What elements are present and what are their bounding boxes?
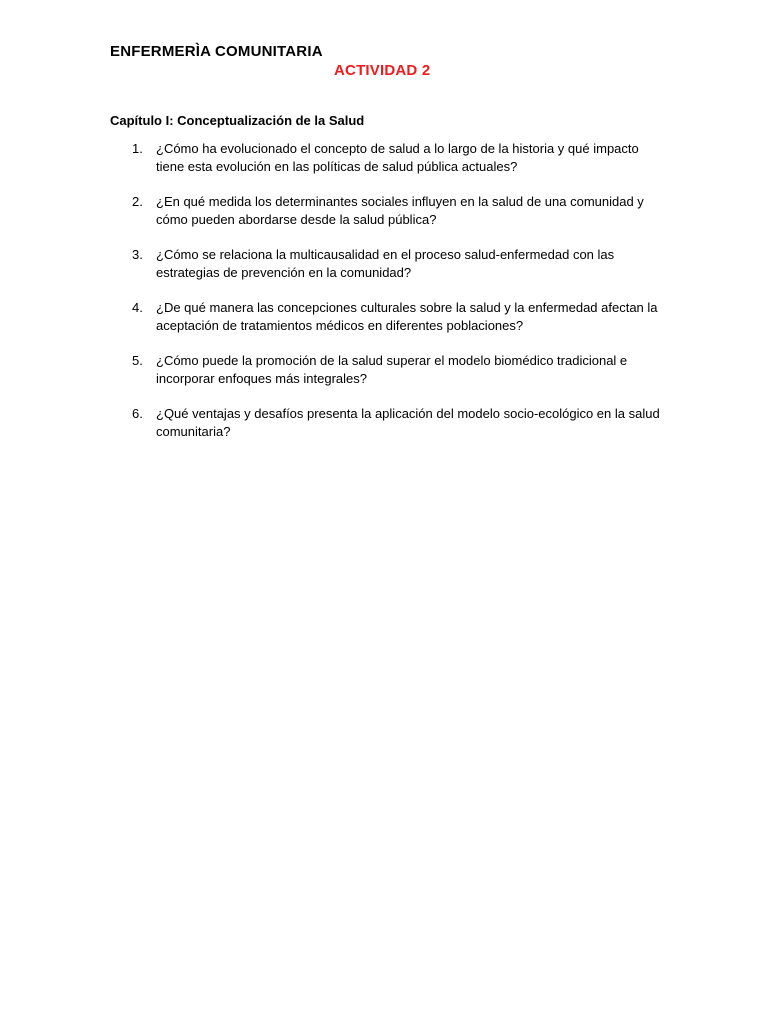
question-list [110,140,670,458]
question-number: 1. [132,141,143,156]
question-text: ¿De qué manera las concepciones culturales sobre la salud y la enfermedad afectan la aceptación de tratamientos médicos en diferentes poblaciones? [156,300,658,333]
question-number: 3. [132,247,143,262]
activity-title: ACTIVIDAD 2 [334,62,431,79]
question-number: 5. [132,353,143,368]
question-text: ¿Qué ventajas y desafíos presenta la aplicación del modelo socio-ecológico en la salud comunitaria? [156,406,660,439]
question-item [110,405,670,440]
question-item [110,352,670,387]
chapter-heading: Capítulo I: Conceptualización de la Salud [110,113,365,128]
question-item [110,246,670,281]
document-title: ENFERMERÌA COMUNITARIA [110,43,323,60]
question-text: ¿En qué medida los determinantes sociales influyen en la salud de una comunidad y cómo pueden abordarse desde la salud pública? [156,194,644,227]
question-number: 2. [132,194,143,209]
question-number: 6. [132,406,143,421]
question-text: ¿Cómo puede la promoción de la salud superar el modelo biomédico tradicional e incorporar enfoques más integrales? [156,353,628,386]
question-text: ¿Cómo ha evolucionado el concepto de salud a lo largo de la historia y qué impacto tiene esta evolución en las políticas de salud pública actuales? [156,141,639,174]
question-text: ¿Cómo se relaciona la multicausalidad en el proceso salud-enfermedad con las estrategias de prevención en la comunidad? [156,247,615,280]
question-item [110,140,670,175]
question-number: 4. [132,300,143,315]
question-item [110,299,670,334]
question-item [110,193,670,228]
